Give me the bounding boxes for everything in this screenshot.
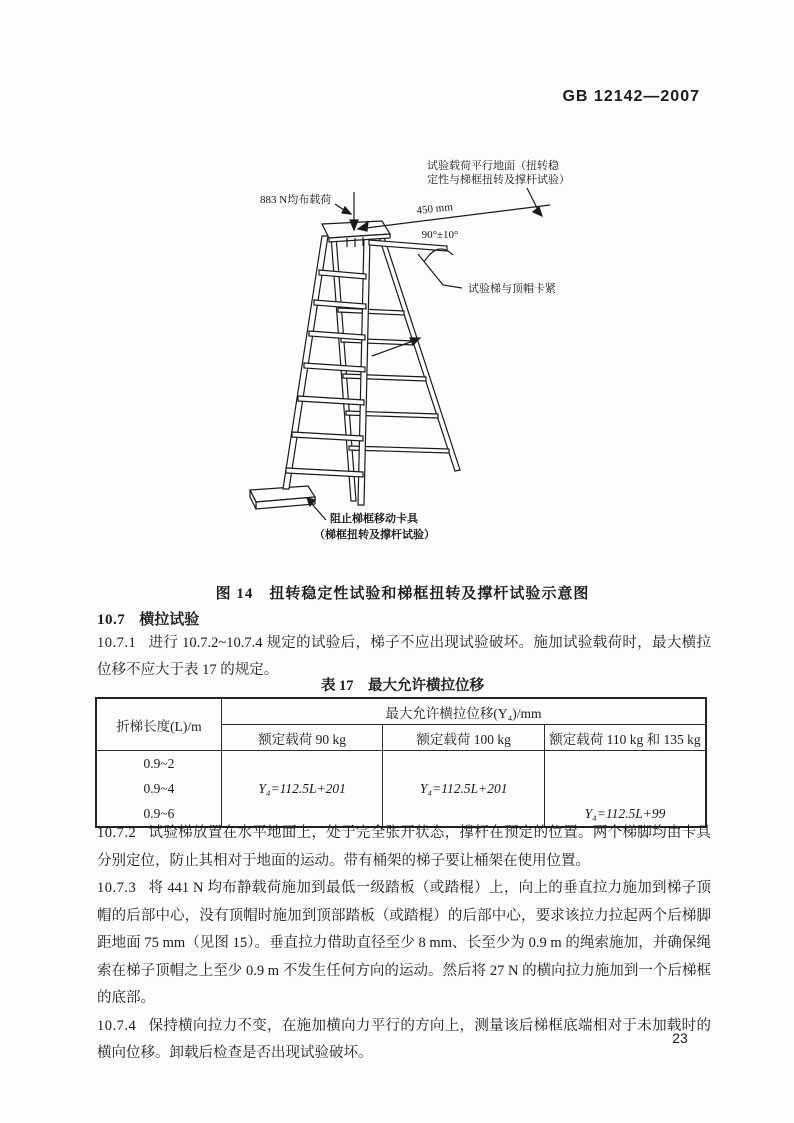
figure-label-load: 883 N均布载荷 <box>260 194 332 206</box>
length-value: 0.9~2 <box>143 756 175 771</box>
figure-label-angle: 90°±10° <box>421 229 459 241</box>
ladder-diagram <box>150 148 650 568</box>
paragraph-text: 进行 10.7.2~10.7.4 规定的试验后，梯子不应出现试验破坏。施加试验载荷时，最大横拉位移不应大于表 17 的规定。 <box>97 635 711 678</box>
formula-90kg: Y₄=112.5L+201 <box>258 781 346 796</box>
section-title: 横拉试验 <box>139 612 200 628</box>
section-heading <box>97 608 199 629</box>
table-header-load-100: 额定载荷 100 kg <box>383 725 545 751</box>
table-header-load-110-135: 额定载荷 110 kg 和 135 kg <box>544 725 706 751</box>
rear-braces <box>338 308 449 453</box>
section-number: 10.7 <box>97 612 126 628</box>
table-title: 表 17 最大允许横拉位移 <box>320 678 485 694</box>
figure-label-parallel-2: 定性与梯框扭转及撑杆试验） <box>427 174 570 186</box>
length-value: 0.9~6 <box>143 806 175 821</box>
figure-label-parallel-1: 试验载荷平行地面（扭转稳 <box>427 160 559 172</box>
table-formula-cell-90 <box>221 751 383 828</box>
length-value: 0.9~4 <box>143 781 175 796</box>
table-length-cell <box>96 751 221 828</box>
foot-clamp-leader <box>307 498 326 520</box>
figure-label-foot-clamp-1: 阻止梯框移动卡具 <box>330 513 418 525</box>
dimension-line-450 <box>358 205 550 231</box>
figure-caption: 图 14 扭转稳定性试验和梯框扭转及撑杆试验示意图 <box>215 586 590 602</box>
test-bar <box>369 240 447 251</box>
table-17 <box>95 697 707 828</box>
ladder-drawing <box>250 188 550 520</box>
top-clamp-leader <box>418 254 462 288</box>
paragraph-10-7-4 <box>97 1013 711 1068</box>
formula-110-135kg: Y₄=112.5L+99 <box>584 805 666 821</box>
paragraph-text: 将 441 N 均布静载荷施加到最低一级踏板（或踏棍）上，向上的垂直拉力施加到梯子顶帽的后部中心，没有顶帽时施加到顶部踏板（或踏棍）的后部中心，要求该拉力拉起两个后梯脚距地面 75 mm（见图 15）。垂直拉力借助直径至少 8 mm、长至少为 0.9 m 的绳索施加，并确保绳索在梯子顶帽之上至少 0.9 m 不发生任何方向的运动。然后将 27 N 的横向拉力施加到一个后梯框的底部。 <box>97 880 711 1006</box>
paragraph-text: 试验梯放置在水平地面上，处于完全张开状态，撑杆在预定的位置。两个梯脚均由卡具分别定位，防止其相对于地面的运动。带有桶架的梯子要让桶架在使用位置。 <box>97 825 711 869</box>
standard-number: GB 12142—2007 <box>562 88 700 105</box>
table-header-load-90: 额定载荷 90 kg <box>221 725 383 751</box>
page-number: 23 <box>672 1030 688 1046</box>
formula-100kg: Y₄=112.5L+201 <box>419 780 508 796</box>
paragraph-number: 10.7.2 <box>97 825 137 841</box>
figure-label-top-clamp: 试验梯与顶帽卡紧 <box>468 283 556 295</box>
parallel-annotation-arrow <box>527 188 542 216</box>
paragraph-10-7-2 <box>97 820 711 875</box>
back-right-rail <box>378 234 460 471</box>
table-header-span: 最大允许横拉位移(Y₄)/mm <box>221 698 706 725</box>
figure-label-foot-clamp-2: （梯框扭转及撑杆试验） <box>314 529 435 541</box>
paragraph-number: 10.7.1 <box>97 635 137 651</box>
figure-14 <box>150 148 650 568</box>
table-formula-cell-100 <box>383 751 545 828</box>
paragraph-number: 10.7.4 <box>97 1017 137 1034</box>
paragraph-number: 10.7.3 <box>97 880 137 896</box>
table-header-length: 折梯长度(L)/m <box>96 698 221 751</box>
figure-label-450mm: 450 mm <box>415 201 454 217</box>
paragraph-10-7-3 <box>97 875 711 1013</box>
body-paragraphs <box>97 820 711 1068</box>
table-formula-cell-110-135 <box>544 751 706 828</box>
paragraph-text: 保持横向拉力不变，在施加横向力平行的方向上，测量该后梯框底端相对于未加载时的横向位移。卸载后检查是否出现试验破坏。 <box>97 1017 711 1061</box>
